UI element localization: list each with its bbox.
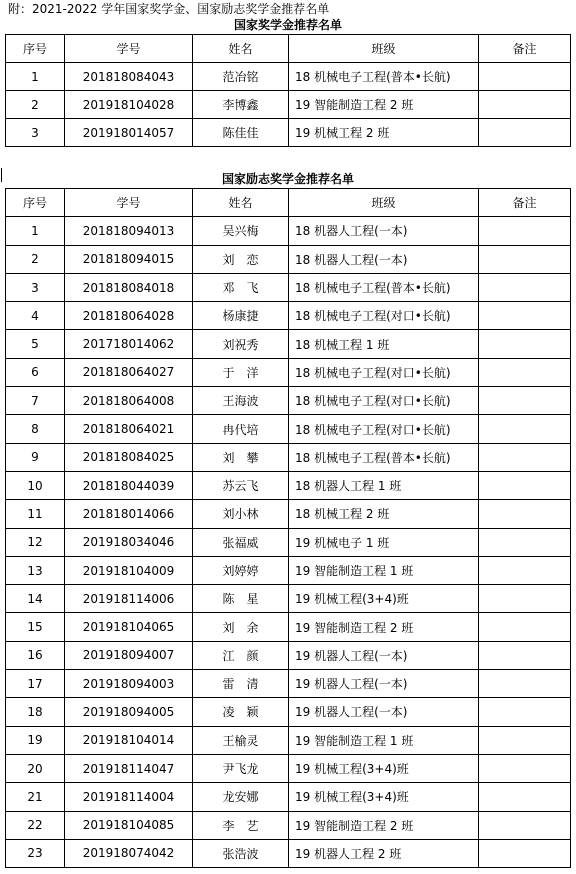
cell-no: 16 (6, 641, 65, 669)
cell-student-id: 201918104065 (65, 613, 193, 641)
cell-name: 刘祝秀 (193, 330, 289, 358)
table-row (6, 471, 571, 499)
cell-name: 王海波 (193, 387, 289, 415)
page-heading: 附：2021-2022 学年国家奖学金、国家励志奖学金推荐名单 (8, 2, 330, 16)
cell-class: 19 机器人工程(一本) (289, 641, 479, 669)
cell-class: 19 机器人工程(一本) (289, 698, 479, 726)
cell-class: 18 机器人工程(一本) (289, 245, 479, 273)
table-row (6, 670, 571, 698)
cell-note (479, 302, 571, 330)
header-no: 序号 (6, 189, 65, 217)
cell-student-id: 201918034046 (65, 528, 193, 556)
header-student-id: 学号 (65, 35, 193, 63)
table-row (6, 273, 571, 301)
cell-student-id: 201918104028 (65, 91, 193, 119)
table-row (6, 415, 571, 443)
inspirational-scholarship-table (5, 188, 571, 868)
cell-class: 18 机器人工程(一本) (289, 217, 479, 245)
cell-class: 18 机械电子工程(对口•长航) (289, 387, 479, 415)
cell-student-id: 201918114006 (65, 585, 193, 613)
cell-no: 1 (6, 217, 65, 245)
cell-student-id: 201818064027 (65, 358, 193, 386)
cell-class: 19 智能制造工程 2 班 (289, 811, 479, 839)
cell-class: 18 机器人工程 1 班 (289, 471, 479, 499)
cell-name: 江 颜 (193, 641, 289, 669)
cell-note (479, 471, 571, 499)
cell-class: 19 机器人工程 2 班 (289, 839, 479, 867)
header-note: 备注 (479, 35, 571, 63)
cell-note (479, 585, 571, 613)
cell-name: 张浩波 (193, 839, 289, 867)
cell-no: 2 (6, 91, 65, 119)
cell-student-id: 201818084018 (65, 273, 193, 301)
header-student-id: 学号 (65, 189, 193, 217)
cell-class: 18 机械电子工程(对口•长航) (289, 415, 479, 443)
table-row (6, 500, 571, 528)
cell-name: 于 洋 (193, 358, 289, 386)
cell-student-id: 201918094003 (65, 670, 193, 698)
cell-no: 12 (6, 528, 65, 556)
cell-student-id: 201918094005 (65, 698, 193, 726)
cell-no: 20 (6, 754, 65, 782)
cell-no: 13 (6, 556, 65, 584)
cell-name: 邓 飞 (193, 273, 289, 301)
cell-name: 张福威 (193, 528, 289, 556)
cell-name: 龙安娜 (193, 783, 289, 811)
cell-student-id: 201818064021 (65, 415, 193, 443)
cell-no: 3 (6, 273, 65, 301)
cell-note (479, 783, 571, 811)
cell-note (479, 91, 571, 119)
cell-class: 19 智能制造工程 2 班 (289, 613, 479, 641)
cell-student-id: 201918104085 (65, 811, 193, 839)
cell-class: 19 智能制造工程 1 班 (289, 556, 479, 584)
cell-note (479, 387, 571, 415)
cell-note (479, 217, 571, 245)
table-row (6, 302, 571, 330)
cell-class: 18 机械电子工程(普本•长航) (289, 273, 479, 301)
cell-no: 6 (6, 358, 65, 386)
cell-student-id: 201818084025 (65, 443, 193, 471)
cell-note (479, 500, 571, 528)
cell-no: 5 (6, 330, 65, 358)
cell-name: 范冶铭 (193, 63, 289, 91)
cell-note (479, 273, 571, 301)
cell-note (479, 556, 571, 584)
table-row (6, 63, 571, 91)
cell-no: 3 (6, 119, 65, 147)
header-name: 姓名 (193, 35, 289, 63)
cell-note (479, 811, 571, 839)
cell-class: 19 智能制造工程 1 班 (289, 726, 479, 754)
header-note: 备注 (479, 189, 571, 217)
cell-student-id: 201818064028 (65, 302, 193, 330)
table-header-row (6, 189, 571, 217)
table-row (6, 119, 571, 147)
table-header-row (6, 35, 571, 63)
cell-student-id: 201818044039 (65, 471, 193, 499)
cell-class: 18 机械工程 1 班 (289, 330, 479, 358)
cell-name: 刘小林 (193, 500, 289, 528)
header-name: 姓名 (193, 189, 289, 217)
cell-no: 1 (6, 63, 65, 91)
cell-note (479, 670, 571, 698)
cell-student-id: 201818084043 (65, 63, 193, 91)
cell-no: 18 (6, 698, 65, 726)
cell-note (479, 245, 571, 273)
cell-student-id: 201918104009 (65, 556, 193, 584)
cell-note (479, 330, 571, 358)
cell-name: 冉代培 (193, 415, 289, 443)
cell-student-id: 201818094013 (65, 217, 193, 245)
cell-student-id: 201918104014 (65, 726, 193, 754)
table-row (6, 726, 571, 754)
cell-no: 2 (6, 245, 65, 273)
cell-class: 18 机械工程 2 班 (289, 500, 479, 528)
cell-no: 19 (6, 726, 65, 754)
cell-name: 刘 恋 (193, 245, 289, 273)
cell-note (479, 415, 571, 443)
national-scholarship-rows (6, 63, 571, 147)
cell-no: 14 (6, 585, 65, 613)
table-row (6, 387, 571, 415)
cell-note (479, 119, 571, 147)
cell-student-id: 201718014062 (65, 330, 193, 358)
table-row (6, 783, 571, 811)
cell-student-id: 201818094015 (65, 245, 193, 273)
table-row (6, 754, 571, 782)
table-row (6, 528, 571, 556)
header-class: 班级 (289, 35, 479, 63)
cell-note (479, 641, 571, 669)
table-row (6, 839, 571, 867)
cell-no: 17 (6, 670, 65, 698)
cell-name: 苏云飞 (193, 471, 289, 499)
header-class: 班级 (289, 189, 479, 217)
cell-class: 19 机械工程(3+4)班 (289, 585, 479, 613)
cell-student-id: 201918074042 (65, 839, 193, 867)
table-row (6, 443, 571, 471)
cell-no: 15 (6, 613, 65, 641)
table-row (6, 330, 571, 358)
cell-class: 18 机械电子工程(对口•长航) (289, 302, 479, 330)
cell-name: 杨康捷 (193, 302, 289, 330)
cell-note (479, 358, 571, 386)
cell-no: 7 (6, 387, 65, 415)
cell-no: 9 (6, 443, 65, 471)
cell-note (479, 528, 571, 556)
cell-note (479, 726, 571, 754)
cell-no: 8 (6, 415, 65, 443)
cell-student-id: 201918114047 (65, 754, 193, 782)
cell-name: 王榆灵 (193, 726, 289, 754)
cell-no: 10 (6, 471, 65, 499)
cell-class: 18 机械电子工程(普本•长航) (289, 443, 479, 471)
cell-name: 李 艺 (193, 811, 289, 839)
inspirational-scholarship-rows (6, 217, 571, 868)
cell-name: 陈 星 (193, 585, 289, 613)
cell-note (479, 443, 571, 471)
table-row (6, 641, 571, 669)
cell-student-id: 201818064008 (65, 387, 193, 415)
table-row (6, 585, 571, 613)
table-row (6, 91, 571, 119)
table-row (6, 613, 571, 641)
table-row (6, 358, 571, 386)
national-scholarship-table (5, 34, 571, 147)
cell-name: 吴兴梅 (193, 217, 289, 245)
cell-class: 19 机械工程(3+4)班 (289, 754, 479, 782)
cell-class: 19 机械工程 2 班 (289, 119, 479, 147)
cell-note (479, 698, 571, 726)
cell-student-id: 201918094007 (65, 641, 193, 669)
cell-no: 11 (6, 500, 65, 528)
cell-student-id: 201918114004 (65, 783, 193, 811)
cell-no: 4 (6, 302, 65, 330)
cell-no: 21 (6, 783, 65, 811)
table-row (6, 811, 571, 839)
header-no: 序号 (6, 35, 65, 63)
cell-no: 22 (6, 811, 65, 839)
cell-class: 18 机械电子工程(对口•长航) (289, 358, 479, 386)
table-row (6, 217, 571, 245)
cell-class: 19 机械工程(3+4)班 (289, 783, 479, 811)
table-row (6, 556, 571, 584)
cell-note (479, 613, 571, 641)
cell-note (479, 63, 571, 91)
cell-note (479, 839, 571, 867)
cell-name: 刘婷婷 (193, 556, 289, 584)
cell-no: 23 (6, 839, 65, 867)
cell-name: 刘 攀 (193, 443, 289, 471)
cell-student-id: 201818014066 (65, 500, 193, 528)
cell-name: 雷 清 (193, 670, 289, 698)
cell-class: 19 机器人工程(一本) (289, 670, 479, 698)
national-scholarship-title: 国家奖学金推荐名单 (233, 18, 342, 32)
table-row (6, 698, 571, 726)
inspirational-scholarship-title: 国家励志奖学金推荐名单 (221, 172, 354, 186)
cell-name: 刘 余 (193, 613, 289, 641)
cell-name: 陈佳佳 (193, 119, 289, 147)
table-row (6, 245, 571, 273)
cell-class: 19 机械电子 1 班 (289, 528, 479, 556)
cell-class: 19 智能制造工程 2 班 (289, 91, 479, 119)
cell-name: 李博鑫 (193, 91, 289, 119)
cell-name: 尹飞龙 (193, 754, 289, 782)
cell-student-id: 201918014057 (65, 119, 193, 147)
cell-name: 凌 颖 (193, 698, 289, 726)
cell-note (479, 754, 571, 782)
cell-class: 18 机械电子工程(普本•长航) (289, 63, 479, 91)
